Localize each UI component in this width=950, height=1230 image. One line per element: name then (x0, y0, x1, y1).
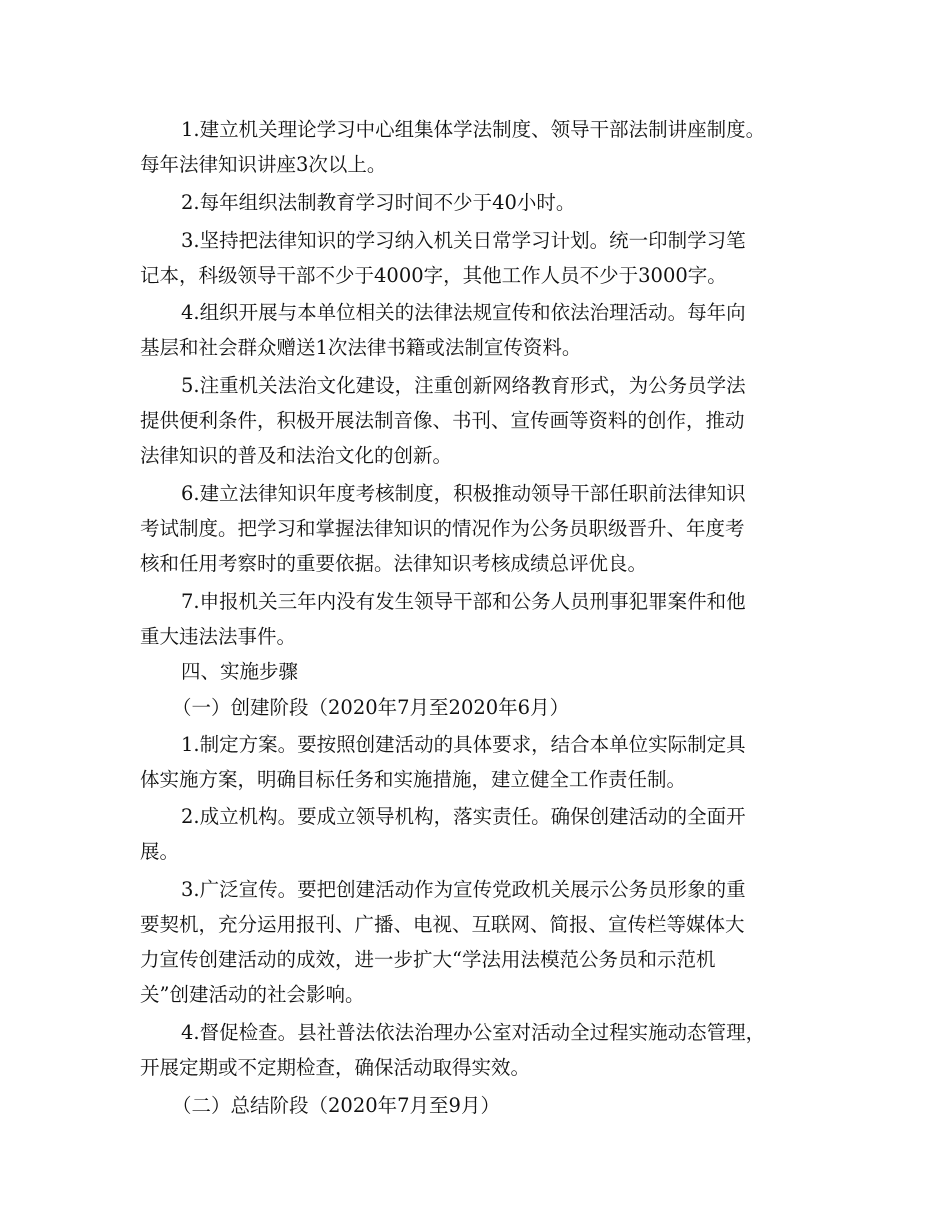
paragraph-line: 考试制度。把学习和掌握法律知识的情况作为公务员职级晋升、年度考 (140, 517, 745, 540)
paragraph-line: 7.申报机关三年内没有发生领导干部和公务人员刑事犯罪案件和他 (181, 590, 746, 613)
paragraph-line: 重大违法法事件。 (140, 625, 297, 648)
paragraph-line: 基层和社会群众赠送1次法律书籍或法制宣传资料。 (140, 336, 582, 359)
paragraph-line: 1.建立机关理论学习中心组集体学法制度、领导干部法制讲座制度。 (181, 118, 766, 141)
paragraph-line: 6.建立法律知识年度考核制度，积极推动领导干部任职前法律知识 (181, 482, 746, 505)
section-heading: 四、实施步骤 (181, 660, 299, 683)
paragraph-line: 记本，科级领导干部不少于4000字，其他工作人员不少于3000字。 (140, 264, 727, 287)
paragraph-line: 力宣传创建活动的成效，进一步扩大“学法用法模范公务员和示范机 (140, 948, 716, 971)
paragraph-line: 5.注重机关法治文化建设，注重创新网络教育形式，为公务员学法 (181, 374, 746, 397)
paragraph-line: 1.制定方案。要按照创建活动的具体要求，结合本单位实际制定具 (181, 733, 746, 756)
paragraph-line: 每年法律知识讲座3次以上。 (140, 153, 387, 176)
subsection-heading: （二）总结阶段（2020年7月至9月） (172, 1094, 500, 1117)
paragraph-line: 核和任用考察时的重要依据。法律知识考核成绩总评优良。 (140, 552, 648, 575)
paragraph-line: 3.广泛宣传。要把创建活动作为宣传党政机关展示公务员形象的重 (181, 878, 746, 901)
paragraph-line: 4.组织开展与本单位相关的法律法规宣传和依法治理活动。每年向 (181, 301, 746, 324)
paragraph-line: 开展定期或不定期检查，确保活动取得实效。 (140, 1056, 531, 1079)
paragraph-line: 法律知识的普及和法治文化的创新。 (140, 444, 453, 467)
paragraph-line: 3.坚持把法律知识的学习纳入机关日常学习计划。统一印制学习笔 (181, 229, 746, 252)
subsection-heading: （一）创建阶段（2020年7月至2020年6月） (172, 696, 570, 719)
paragraph-line: 提供便利条件，积极开展法制音像、书刊、宣传画等资料的创作，推动 (140, 409, 745, 432)
paragraph-line: 展。 (140, 840, 180, 863)
paragraph-line: 4.督促检查。县社普法依法治理办公室对活动全过程实施动态管理， (181, 1021, 766, 1044)
paragraph-line: 2.每年组织法制教育学习时间不少于40小时。 (181, 191, 576, 214)
paragraph-line: 2.成立机构。要成立领导机构，落实责任。确保创建活动的全面开 (181, 805, 746, 828)
paragraph-line: 关”创建活动的社会影响。 (140, 983, 365, 1006)
paragraph-line: 体实施方案，明确目标任务和实施措施，建立健全工作责任制。 (140, 768, 687, 791)
paragraph-line: 要契机，充分运用报刊、广播、电视、互联网、简报、宣传栏等媒体大 (140, 913, 745, 936)
